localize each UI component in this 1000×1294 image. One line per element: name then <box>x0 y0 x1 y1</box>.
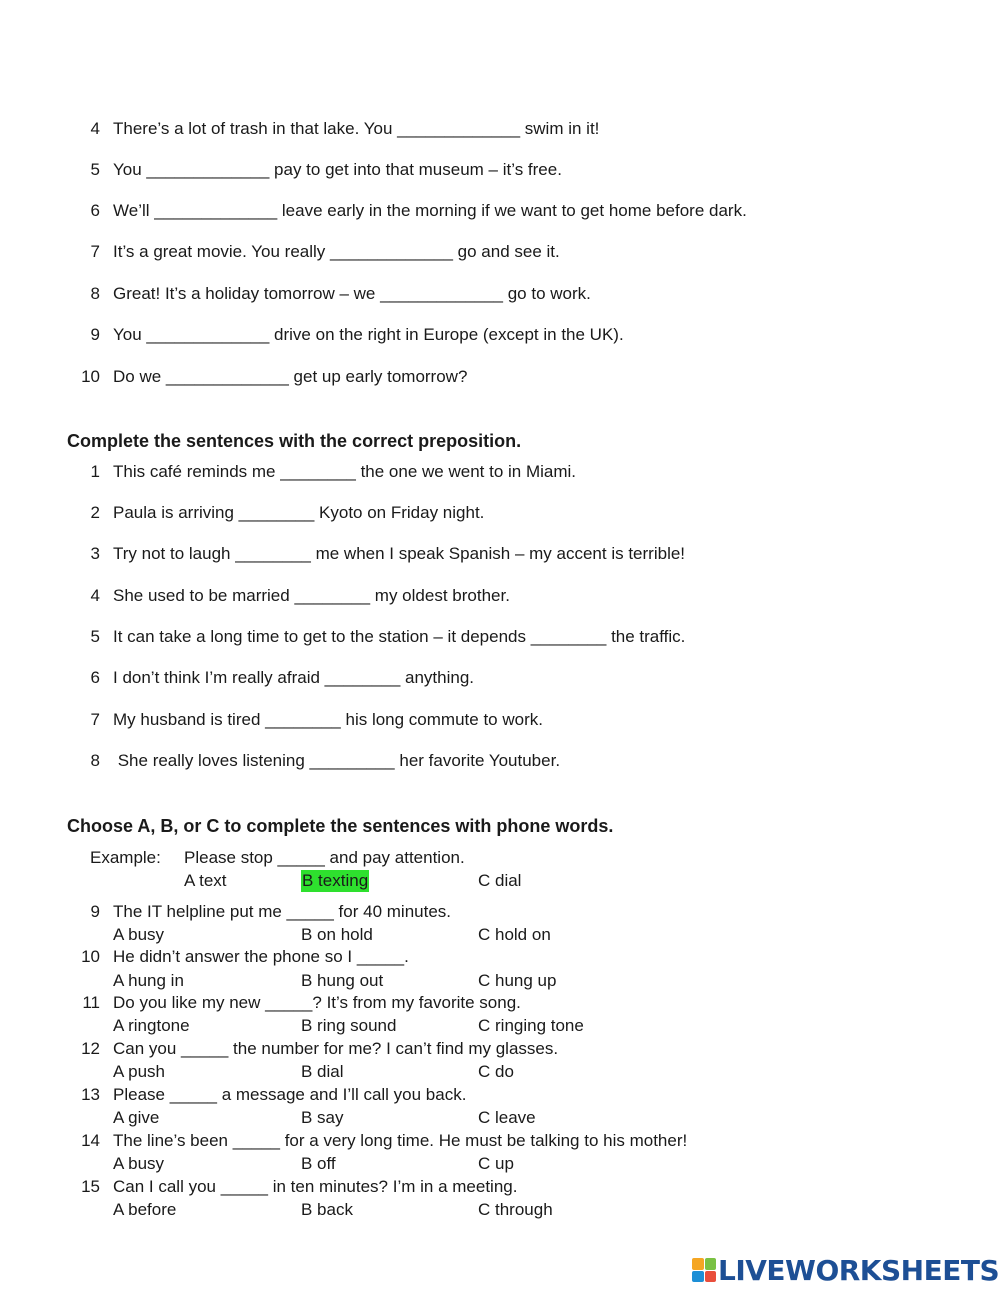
option-a[interactable]: A push <box>113 1062 165 1081</box>
section-heading-prepositions: Complete the sentences with the correct preposition. <box>67 431 522 451</box>
item-number: 9 <box>90 902 100 921</box>
item-number: 15 <box>81 1177 100 1196</box>
question-text: Do you like my new _____? It’s from my favorite song. <box>113 993 521 1012</box>
question-text: Can you _____ the number for me? I can’t find my glasses. <box>113 1039 559 1058</box>
item-number: 4 <box>90 586 100 605</box>
item-text: My husband is tired ________ his long commute to work. <box>113 710 543 729</box>
question-text: The IT helpline put me _____ for 40 minutes. <box>113 902 451 921</box>
option-b[interactable]: B ring sound <box>301 1016 397 1035</box>
item-number: 9 <box>90 325 100 344</box>
item-number: 10 <box>81 367 100 386</box>
question-text: He didn’t answer the phone so I _____. <box>113 947 409 966</box>
item-number: 11 <box>82 993 100 1012</box>
item-number: 7 <box>90 242 100 261</box>
item-number: 1 <box>90 462 100 481</box>
item-number: 10 <box>81 947 100 966</box>
option-a[interactable]: A give <box>113 1108 160 1127</box>
liveworksheets-logo <box>692 1255 999 1285</box>
item-number: 8 <box>90 751 100 770</box>
item-number: 6 <box>90 201 100 220</box>
item-number: 12 <box>81 1039 100 1058</box>
item-number: 5 <box>90 160 100 179</box>
item-number: 5 <box>90 627 100 646</box>
item-text: You _____________ pay to get into that museum – it’s free. <box>113 160 562 179</box>
item-text: This café reminds me ________ the one we went to in Miami. <box>113 462 577 481</box>
option-a[interactable]: A ringtone <box>113 1016 190 1035</box>
option-c[interactable]: C dial <box>478 871 522 890</box>
item-text: Do we _____________ get up early tomorrow? <box>113 367 468 386</box>
item-text: It can take a long time to get to the station – it depends ________ the traffic. <box>113 627 686 646</box>
item-text: Great! It’s a holiday tomorrow – we _____________ go to work. <box>113 284 591 303</box>
question-text: Can I call you _____ in ten minutes? I’m in a meeting. <box>113 1177 518 1196</box>
item-text: She really loves listening _________ her favorite Youtuber. <box>113 751 561 770</box>
option-a[interactable]: A busy <box>113 925 165 944</box>
option-a[interactable]: A before <box>113 1200 177 1219</box>
option-b[interactable]: B hung out <box>301 971 384 990</box>
item-number: 2 <box>90 503 100 522</box>
option-c[interactable]: C leave <box>478 1108 536 1127</box>
item-number: 4 <box>90 119 100 138</box>
item-text: There’s a lot of trash in that lake. You _____________ swim in it! <box>113 119 600 138</box>
item-number: 3 <box>90 544 100 563</box>
question-text: Please _____ a message and I’ll call you back. <box>113 1085 467 1104</box>
item-number: 8 <box>90 284 100 303</box>
item-number: 7 <box>90 710 100 729</box>
option-b[interactable]: B back <box>301 1200 353 1219</box>
example-text: Please stop _____ and pay attention. <box>184 848 465 867</box>
option-b[interactable]: B dial <box>301 1062 344 1081</box>
option-b[interactable]: B on hold <box>301 925 373 944</box>
logo-mark-icon <box>692 1258 716 1282</box>
option-c[interactable]: C do <box>478 1062 514 1081</box>
item-text: We’ll _____________ leave early in the morning if we want to get home before dark. <box>113 201 747 220</box>
item-number: 14 <box>81 1131 100 1150</box>
option-a[interactable]: A text <box>184 871 227 890</box>
item-text: Try not to laugh ________ me when I speak Spanish – my accent is terrible! <box>113 544 686 563</box>
example-label: Example: <box>90 848 161 867</box>
item-text: You _____________ drive on the right in Europe (except in the UK). <box>113 325 624 344</box>
item-text: I don’t think I’m really afraid ________ anything. <box>113 668 475 687</box>
option-c[interactable]: C hung up <box>478 971 557 990</box>
item-text: Paula is arriving ________ Kyoto on Friday night. <box>113 503 485 522</box>
item-text: It’s a great movie. You really _____________ go and see it. <box>113 242 560 261</box>
item-number: 6 <box>90 668 100 687</box>
option-a[interactable]: A busy <box>113 1154 165 1173</box>
option-b[interactable]: B off <box>301 1154 336 1173</box>
option-c[interactable]: C through <box>478 1200 553 1219</box>
option-b-selected[interactable]: B texting <box>302 871 369 890</box>
option-b[interactable]: B say <box>301 1108 344 1127</box>
option-c[interactable]: C up <box>478 1154 514 1173</box>
question-text: The line’s been _____ for a very long time. He must be talking to his mother! <box>113 1131 688 1150</box>
item-number: 13 <box>81 1085 100 1104</box>
option-a[interactable]: A hung in <box>113 971 184 990</box>
logo-text: LIVEWORKSHEETS <box>718 1253 1000 1287</box>
section-heading-phone-words: Choose A, B, or C to complete the sentences with phone words. <box>67 816 614 836</box>
item-text: She used to be married ________ my oldest brother. <box>113 586 510 605</box>
option-c[interactable]: C ringing tone <box>478 1016 584 1035</box>
option-c[interactable]: C hold on <box>478 925 551 944</box>
